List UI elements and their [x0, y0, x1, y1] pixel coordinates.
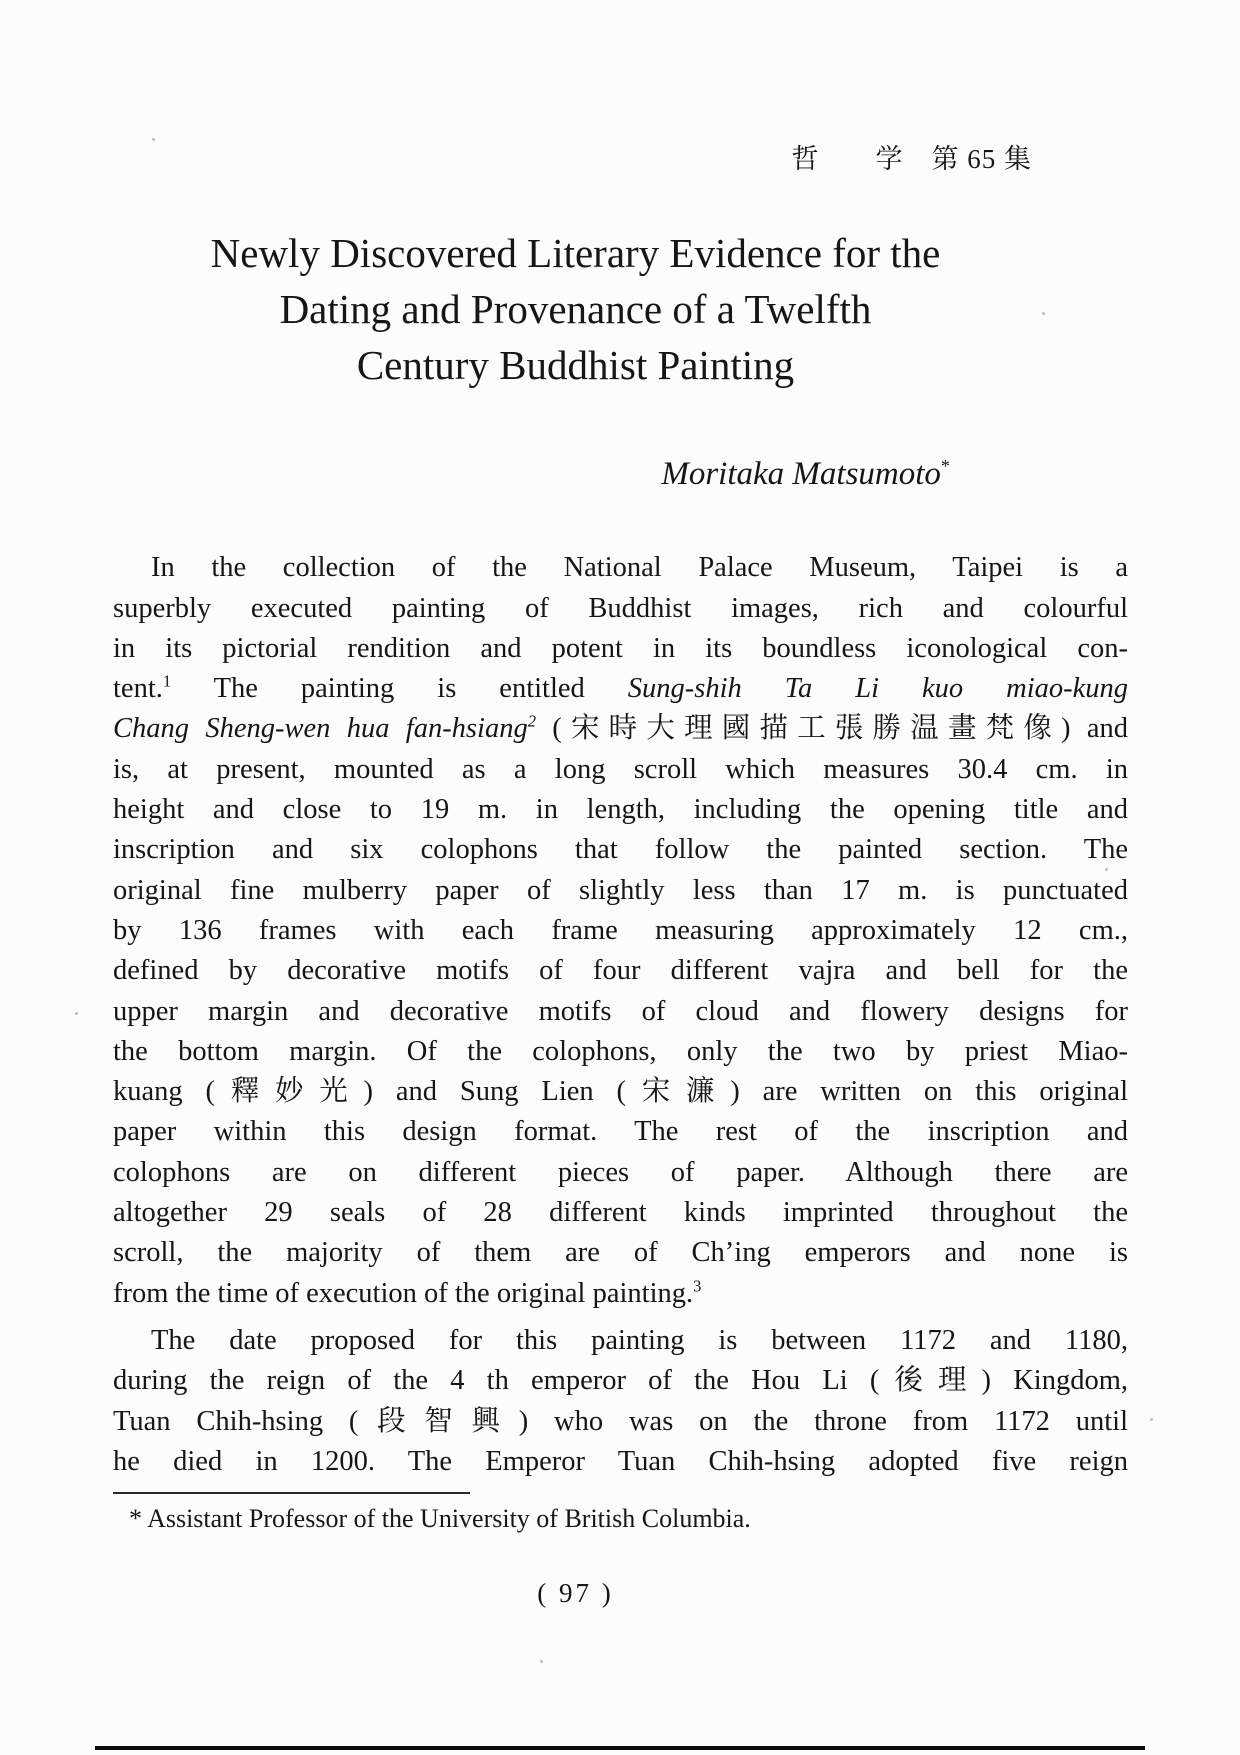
text-line — [113, 750, 1128, 790]
footnote-reference: 1 — [162, 671, 172, 691]
text-line — [113, 589, 1128, 629]
text-segment: inscription and six colophons that follow the painted section. The — [113, 834, 1128, 866]
text-line — [113, 951, 1128, 991]
text-segment: from the time of execution of the original painting. — [113, 1277, 694, 1309]
text-line — [113, 629, 1128, 669]
text-segment: he died in 1200. The Emperor Tuan Chih-hsing adopted five reign — [113, 1445, 1128, 1477]
text-segment: the bottom margin. Of the colophons, only the two by priest Miao- — [113, 1035, 1128, 1067]
article-title-line: Newly Discovered Literary Evidence for the — [210, 230, 941, 277]
scan-speck — [1105, 868, 1108, 871]
text-segment: scroll, the majority of them are of Ch’ing emperors and none is — [113, 1237, 1128, 1269]
paragraph — [113, 1321, 1128, 1482]
text-line — [113, 1361, 1128, 1401]
scan-speck — [1150, 1418, 1153, 1421]
text-segment: in its pictorial rendition and potent in its boundless iconological con- — [113, 632, 1128, 664]
article-title-line: Dating and Provenance of a Twelfth — [279, 286, 872, 333]
page-number: ( 97 ) — [537, 1577, 614, 1608]
text-line — [113, 669, 1128, 709]
paragraph — [113, 548, 1128, 1314]
text-segment: In the collection of the National Palace Museum, Taipei is a — [151, 552, 1128, 584]
text-line — [113, 790, 1128, 830]
scan-speck — [152, 138, 155, 141]
article-title-line: Century Buddhist Painting — [356, 342, 795, 389]
scan-speck — [75, 1012, 78, 1015]
text-line — [113, 1442, 1128, 1482]
footnote-rule — [113, 1492, 470, 1494]
text-line — [113, 1032, 1128, 1072]
text-line — [113, 830, 1128, 870]
text-line — [113, 1402, 1128, 1442]
text-segment: by 136 frames with each frame measuring approximately 12 cm., — [113, 914, 1128, 946]
text-line — [113, 992, 1128, 1032]
article-body — [113, 548, 1128, 1482]
text-line — [113, 1072, 1128, 1112]
text-line — [113, 911, 1128, 951]
text-line — [113, 548, 1128, 588]
text-segment: upper margin and decorative motifs of cloud and flowery designs for — [113, 995, 1128, 1027]
text-segment: (宋時大理國描工張勝温畫梵像) and — [535, 713, 1128, 745]
text-line — [113, 1321, 1128, 1361]
text-segment: The date proposed for this painting is between 1172 and 1180, — [151, 1324, 1128, 1356]
text-segment: defined by decorative motifs of four different vajra and bell for the — [113, 955, 1128, 987]
scan-edge-line — [95, 1746, 1145, 1750]
text-segment: The painting is entitled — [171, 673, 628, 705]
footnote-reference: 3 — [693, 1276, 702, 1296]
text-segment: tent. — [113, 673, 163, 705]
text-line — [113, 1153, 1128, 1193]
author-line — [113, 453, 1128, 496]
text-segment: paper within this design format. The rest of the inscription and — [113, 1116, 1128, 1148]
article-title — [113, 225, 1128, 393]
text-segment: is, at present, mounted as a long scroll which measures 30.4 cm. in — [113, 753, 1128, 785]
journal-issue-label: 哲 学 第 65 集 — [791, 144, 1032, 174]
text-line — [113, 709, 1128, 749]
footnote-reference: 2 — [527, 711, 536, 731]
footnote: * Assistant Professor of the University of British Columbia. — [129, 1504, 751, 1534]
text-line — [113, 871, 1128, 911]
text-segment: colophons are on different pieces of paper. Although there are — [113, 1156, 1128, 1188]
text-segment: Tuan Chih-hsing (段智興) who was on the throne from 1172 until — [113, 1405, 1128, 1437]
text-line — [113, 1233, 1128, 1273]
text-segment: Chang Sheng-wen hua fan-hsiang — [113, 713, 528, 745]
text-segment: height and close to 19 m. in length, including the opening title and — [113, 794, 1128, 826]
text-line — [113, 1112, 1128, 1152]
text-segment: superbly executed painting of Buddhist images, rich and colourful — [113, 592, 1128, 624]
text-segment: original fine mulberry paper of slightly less than 17 m. is punctuated — [113, 874, 1128, 906]
scan-speck — [540, 1660, 543, 1663]
author-footnote-mark: * — [940, 456, 950, 477]
text-line — [113, 1274, 1128, 1314]
text-segment: altogether 29 seals of 28 different kinds imprinted throughout the — [113, 1197, 1128, 1229]
scan-speck — [1042, 312, 1045, 315]
text-segment: during the reign of the 4 th emperor of the Hou Li (後理) Kingdom, — [113, 1365, 1128, 1397]
text-line — [113, 1193, 1128, 1233]
text-segment: Sung-shih Ta Li kuo miao-kung — [627, 673, 1129, 705]
text-segment: kuang (釋妙光) and Sung Lien (宋濂) are written on this original — [113, 1076, 1128, 1108]
author-name: Moritaka Matsumoto — [661, 456, 941, 493]
